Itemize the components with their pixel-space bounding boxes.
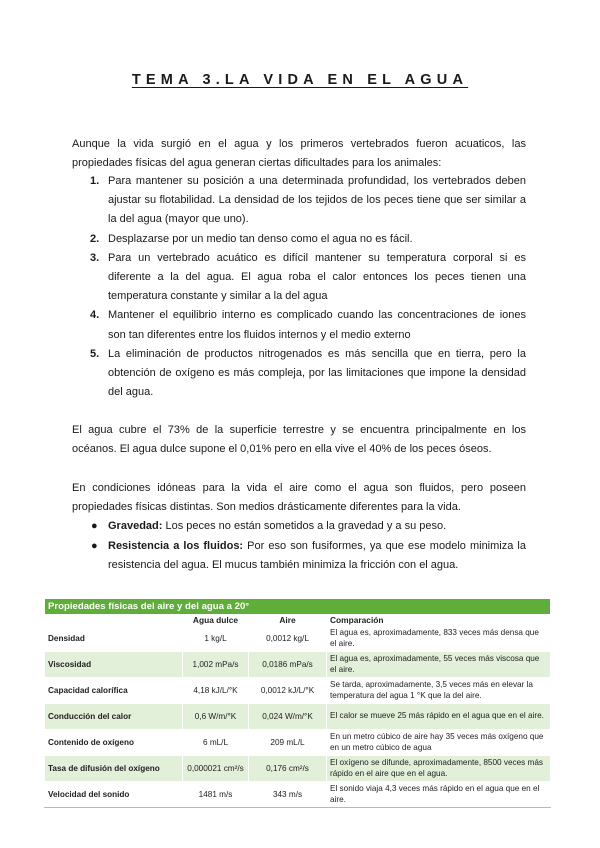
table-caption: Propiedades físicas del aire y del agua a 20° (45, 599, 551, 615)
air-value-cell: 209 mL/L (249, 730, 327, 756)
property-cell: Viscosidad (45, 652, 183, 678)
water-value-cell: 1481 m/s (183, 782, 249, 808)
column-header (45, 615, 183, 626)
air-value-cell: 0,0186 mPa/s (249, 652, 327, 678)
list-item-text: Para mantener su posición a una determinada profundidad, los vertebrados deben ajustar su flotabilidad. La densidad de los tejidos de los peces tiene que ser similar a la del agua (mayor que uno). (108, 175, 526, 226)
comparison-cell: El calor se mueve 25 más rápido en el agua que en el aire. (327, 704, 551, 730)
water-value-cell: 6 mL/L (183, 730, 249, 756)
air-value-cell: 0,0012 kg/L (249, 626, 327, 652)
list-item-text: La eliminación de productos nitrogenados es más sencilla que en tierra, pero la obtención de oxígeno es más compleja, por las limitaciones que impone la densidad del agua. (108, 347, 526, 399)
water-value-cell: 4,18 kJ/L/°K (183, 678, 249, 704)
property-cell: Velocidad del sonido (45, 782, 183, 808)
water-value-cell: 0,000021 cm²/s (183, 756, 249, 782)
comparison-cell: Se tarda, aproximadamente, 3,5 veces más en elevar la temperatura del agua 1 °K que la del aire. (327, 678, 551, 704)
comparison-cell: El agua es, aproximadamente, 55 veces más viscosa que el aire. (327, 652, 551, 678)
bullet-term: Gravedad: (108, 520, 163, 532)
bullet-list (72, 517, 526, 576)
bullet-term: Resistencia a los fluidos: (108, 539, 244, 552)
comparison-cell: El agua es, aproximadamente, 833 veces más densa que el aire. (327, 626, 551, 652)
property-cell: Contenido de oxígeno (45, 730, 183, 756)
list-item-text: Desplazarse por un medio tan denso como el agua no es fácil. (108, 232, 413, 245)
comparison-cell: El oxígeno se difunde, aproximadamente, 8500 veces más rápido en el aire que en el agua. (327, 756, 551, 782)
water-value-cell: 1,002 mPa/s (183, 652, 249, 678)
list-item (72, 230, 526, 249)
table-row (45, 626, 551, 652)
air-value-cell: 343 m/s (249, 782, 327, 808)
table-row (45, 756, 551, 782)
air-value-cell: 0,024 W/m/°K (249, 704, 327, 730)
page-title: TEMA 3.LA VIDA EN EL AGUA (131, 72, 469, 88)
list-item (72, 249, 526, 307)
list-number: 5. (90, 347, 100, 360)
column-header: Comparación (327, 615, 551, 626)
bullet-item (72, 517, 526, 537)
comparison-cell: El sonido viaja 4,3 veces más rápido en el agua que en el aire. (327, 782, 551, 808)
table-row (45, 730, 551, 756)
list-number: 2. (90, 232, 100, 245)
water-coverage-paragraph: El agua cubre el 73% de la superficie terrestre y se encuentra principalmente en los océanos. El agua dulce supone el 0,01% pero en ella vive el 40% de los peces óseos. (72, 424, 526, 455)
air-value-cell: 0,0012 kJ/L/°K (249, 678, 327, 704)
table-row (45, 652, 551, 678)
bullet-text: Por eso son fusiformes, ya que ese modelo minimiza la resistencia del agua. El mucus también minimiza la fricción con el agua. (108, 539, 526, 571)
fluids-paragraph: En condiciones idóneas para la vida el aire como el agua son fluidos, pero poseen propiedades físicas distintas. Son medios drásticamente diferentes para la vida. (72, 482, 526, 513)
list-item (72, 172, 526, 230)
property-cell: Capacidad calorífica (45, 678, 183, 704)
difficulties-list (72, 172, 526, 402)
list-item (72, 345, 526, 403)
intro-paragraph: Aunque la vida surgió en el agua y los primeros vertebrados fueron acuaticos, las propiedades físicas del agua generan ciertas dificultades para los animales: (72, 138, 526, 169)
list-number: 4. (90, 309, 100, 322)
column-header: Agua dulce (183, 615, 249, 626)
water-value-cell: 0,6 W/m/°K (183, 704, 249, 730)
property-cell: Densidad (45, 626, 183, 652)
bullet-item (72, 537, 526, 576)
bullet-text: Los peces no están sometidos a la gravedad y a su peso. (162, 520, 447, 532)
list-item (72, 306, 526, 344)
list-item-text: Para un vertebrado acuático es difícil mantener su temperatura corporal si es diferente a la del agua. El agua roba el calor entonces los peces tienen una temperatura constante y similar a la del agua (108, 251, 526, 303)
bullet-icon: ● (91, 520, 98, 532)
list-number: 3. (90, 251, 100, 264)
table-row (45, 782, 551, 808)
table-row (45, 704, 551, 730)
property-cell: Tasa de difusión del oxígeno (45, 756, 183, 782)
table-row (45, 678, 551, 704)
comparison-cell: En un metro cúbico de aire hay 35 veces más oxígeno que en un metro cúbico de agua (327, 730, 551, 756)
properties-table (44, 598, 551, 808)
property-cell: Conducción del calor (45, 704, 183, 730)
bullet-icon: ● (91, 539, 98, 552)
table-caption-row (45, 599, 551, 615)
list-item-text: Mantener el equilibrio interno es complicado cuando las concentraciones de iones son tan diferentes entre los fluidos internos y el medio externo (108, 309, 526, 341)
water-value-cell: 1 kg/L (183, 626, 249, 652)
list-number: 1. (90, 175, 100, 187)
air-value-cell: 0,176 cm²/s (249, 756, 327, 782)
column-header: Aire (249, 615, 327, 626)
table-header-row (45, 615, 551, 626)
